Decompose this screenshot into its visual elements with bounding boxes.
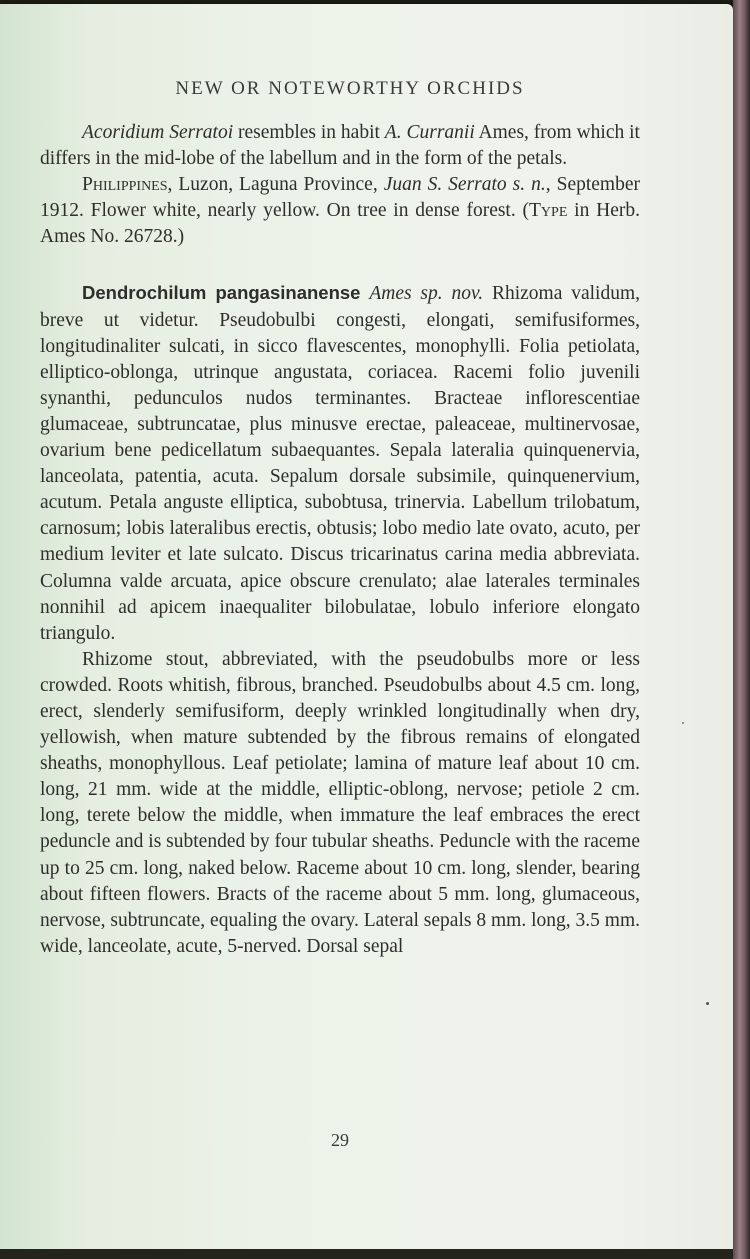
- new-species-name: Dendrochilum pangasinanense: [82, 282, 361, 304]
- sine-numero: s. n.: [512, 174, 546, 196]
- compared-species: A. Curranii: [384, 122, 475, 143]
- species-author: Ames sp. nov.: [369, 283, 484, 305]
- book-edge: [733, 0, 750, 1259]
- paper-speck: [682, 722, 684, 724]
- species-name: Acoridium Serratoi: [82, 122, 234, 143]
- paper-speck: [706, 1002, 709, 1005]
- book-page: [0, 4, 733, 1249]
- page-number: 29: [331, 1130, 349, 1150]
- scan-background: [0, 1249, 733, 1259]
- collector-name: Juan S. Serrato: [383, 174, 507, 196]
- paragraph-acoridium-description: Acoridium Serratoi resembles in habit A. Curranii Ames, from which it differs in the mid-lobe of the labellum and in the form of the petals.: [40, 122, 640, 170]
- region-name: Philippines: [82, 174, 168, 196]
- paragraph-specimen-citation: Philippines, Luzon, Laguna Province, Juan S. Serrato s. n., September 1912. Flower white, nearly yellow. On tree in dense forest. (Type in Herb. Ames No. 26728.): [40, 174, 640, 248]
- running-head: NEW OR NOTEWORTHY ORCHIDS: [175, 78, 525, 99]
- paragraph-english-description: Rhizome stout, abbreviated, with the pseudobulbs more or less crowded. Roots whitish, fibrous, branched. Pseudobulbs about 4.5 cm. long, erect, slenderly semifusiform, deeply wrinkled longitudinally when dry, yellowish, when mature subtended by the fibrous remains of elongated sheaths, monophyllous. Leaf petiolate; lamina of mature leaf about 10 cm. long, 21 mm. wide at the middle, elliptic-oblong, nervose; petiole 2 cm. long, terete below the middle, when immature the leaf embraces the erect peduncle and is subtended by four tubular sheaths. Peduncle with the raceme up to 25 cm. long, naked below. Raceme about 10 cm. long, slender, bearing about fifteen flowers. Bracts of the raceme about 5 mm. long, glumaceous, nervose, subtruncate, equaling the ovary. Lateral sepals 8 mm. long, 3.5 mm. wide, lanceolate, acute, 5-nerved. Dorsal sepal: [40, 648, 640, 957]
- paragraph-latin-diagnosis: Dendrochilum pangasinanense Ames sp. nov. Rhizoma validum, breve ut videtur. Pseudobulbi congesti, elongati, semifusiformes, longitudinaliter sulcati, in sicco flavescentes, monophylli. Folia petiolata, elliptico-oblonga, utrinque angustata, coriacea. Racemi folio juvenili synanthi, pedunculos nudos terminantes. Bracteae inflorescentiae glumaceae, subtruncatae, plus minusve erectae, paleaceae, multinervosae, ovarium bene pedicellatum subaequantes. Sepala lateralia quinquenervia, lanceolata, patentia, acuta. Sepalum dorsale subsimile, quinquenervium, acutum. Petala anguste elliptica, subobtusa, trinervia. Labellum trilobatum, carnosum; lobis lateralibus erectis, obtusis; lobo medio late ovato, acuto, per medium leviter et late sulcato. Discus tricarinatus carina media abbreviata. Columna valde arcuata, apice obscure crenulato; alae laterales terminales nonnihil ad apicem inaequaliter bilobulatae, lobulo inferiore elongato triangulo.: [40, 282, 640, 644]
- type-label: Type: [529, 200, 568, 222]
- page-body: [40, 120, 640, 960]
- section-gap: [40, 250, 640, 280]
